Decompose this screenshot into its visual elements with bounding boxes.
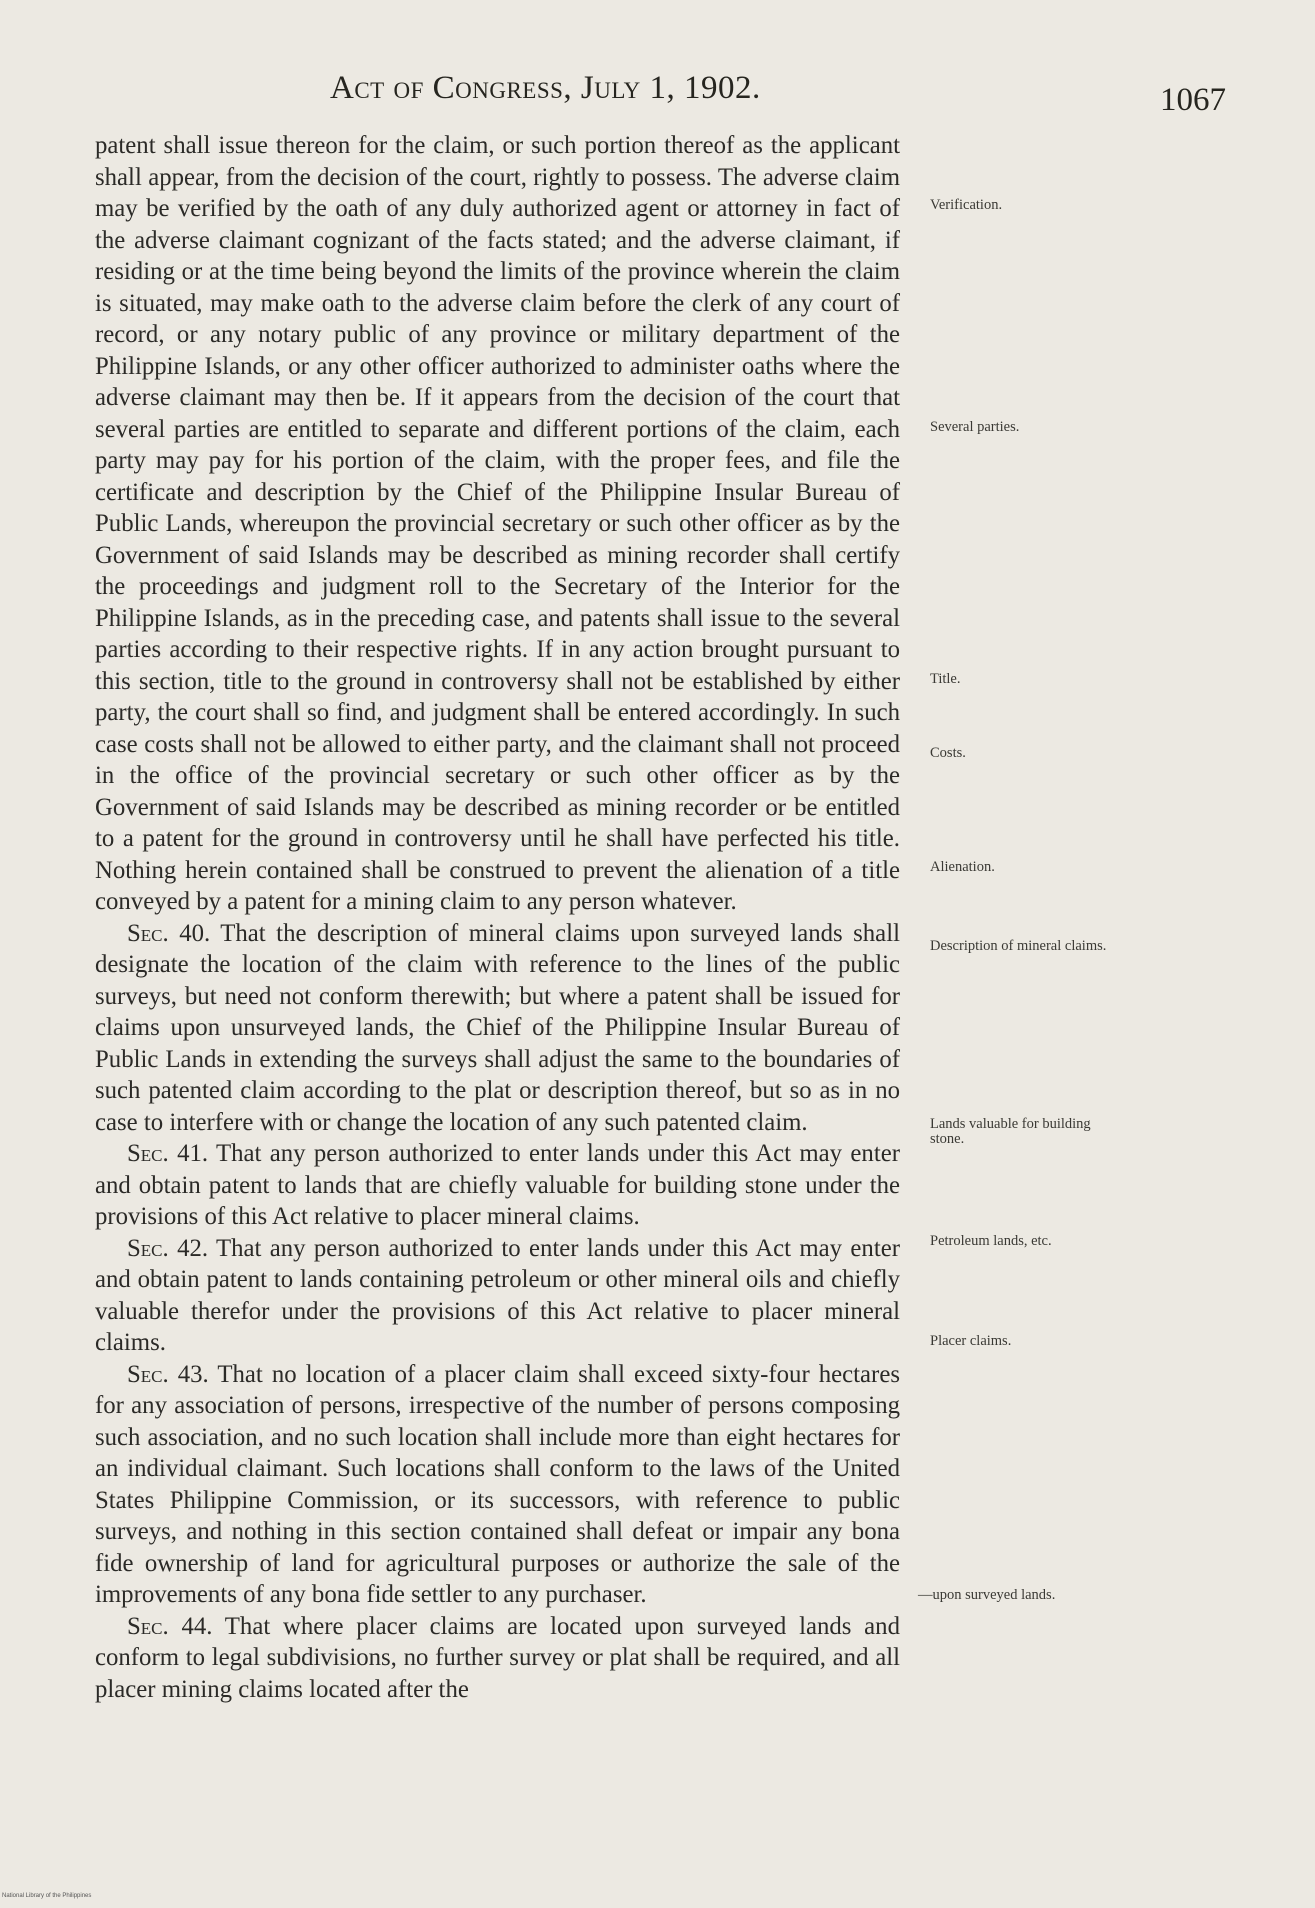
section-label: Sec. 43. (127, 1360, 209, 1388)
section-label: Sec. 42. (127, 1234, 209, 1262)
section-label: Sec. 40. (127, 919, 211, 947)
margin-note-upon-surveyed-lands: —upon surveyed lands. (918, 1587, 1056, 1603)
margin-note-petroleum-lands: Petroleum lands, etc. (930, 1233, 1052, 1249)
section-text: That the description of mineral claims upon surveyed lands shall designate the location of the claim with reference to the lines of the public surveys, but need not conform therewith; but where a patent shall be issued for claims upon unsurveyed lands, the Chief of the Philippine Insular Bureau of Public Lands in extending the surveys shall adjust the same to the boundaries of such patented claim according to the plat or description thereof, but so as in no case to interfere with or change the location of any such patented claim. (95, 919, 900, 1136)
section-label: Sec. 44. (127, 1612, 213, 1640)
section-text: That no location of a placer claim shall exceed sixty-four hectares for any association of persons, irrespective of the number of persons composing such association, and no such location shall include more than eight hectares for an individual claimant. Such locations shall conform to the laws of the United States Philippine Commission, or its successors, with reference to public surveys, and nothing in this section contained shall defeat or impair any bona fide ownership of land for agricultural purposes or authorize the sale of the improvements of any bona fide settler to any purchaser. (95, 1360, 900, 1608)
margin-note-several-parties: Several parties. (930, 419, 1020, 435)
margin-note-placer-claims: Placer claims. (930, 1333, 1012, 1349)
section-label: Sec. 41. (127, 1140, 209, 1167)
page-number: 1067 (1160, 82, 1226, 118)
paragraph-continuation: patent shall issue thereon for the claim, or such portion thereof as the applicant shall appear, from the decision of the court, rightly to possess. The adverse claim may be verified by the oath of any duly authorized agent or attorney in fact of the adverse claimant cognizant of the facts stated; and the adverse claimant, if residing or at the time being beyond the limits of the province wherein the claim is situated, may make oath to the adverse claim before the clerk of any court of record, or any notary public of any province or military department of the Philippine Islands, or any other officer authorized to administer oaths where the adverse claimant may then be. If it appears from the decision of the court that several parties are entitled to separate and different portions of the claim, each party may pay for his portion of the claim, with the proper fees, and file the certificate and description by the Chief of the Philippine Insular Bureau of Public Lands, whereupon the provincial secretary or such other officer as by the Government of said Islands may be described as mining recorder shall certify the proceedings and judgment roll to the Secretary of the Interior for the Philippine Islands, as in the preceding case, and patents shall issue to the several parties according to their respective rights. If in any action brought pursuant to this section, title to the ground in controversy shall not be established by either party, the court shall so find, and judgment shall be entered accordingly. In such case costs shall not be allowed to either party, and the claimant shall not proceed in the office of the provincial secretary or such other officer as by the Government of said Islands may be described as mining recorder or be entitled to a patent for the ground in controversy until he shall have perfected his title. Nothing herein contained shall be construed to prevent the alienation of a title conveyed by a patent for a mining claim to any person whatever. (95, 132, 900, 915)
running-head-title: Act of Congress, July 1, 1902. (330, 70, 761, 106)
margin-note-alienation: Alienation. (930, 859, 995, 875)
section-text: That any person authorized to enter lands under this Act may enter and obtain patent to lands that are chiefly valuable for building stone under the provisions of this Act relative to placer mineral claims. (95, 1140, 900, 1230)
margin-note-description-of-mineral-claims: Description of mineral claims. (930, 938, 1107, 954)
section-text: That where placer claims are located upon surveyed lands and conform to legal subdivisions, no further survey or plat shall be required, and all placer mining claims located after the (95, 1612, 900, 1703)
margin-note-building-stone: Lands valuable for building stone. (930, 1116, 1091, 1147)
margin-note-costs: Costs. (930, 745, 966, 761)
margin-note-verification: Verification. (930, 197, 1003, 213)
margin-note-title: Title. (930, 671, 961, 687)
section-text: That any person authorized to enter lands under this Act may enter and obtain patent to lands containing petroleum or other mineral oils and chiefly valuable therefor under the provisions of this Act relative to placer mineral claims. (95, 1234, 900, 1356)
scan-footer: National Library of the Philippines (2, 1893, 92, 1899)
